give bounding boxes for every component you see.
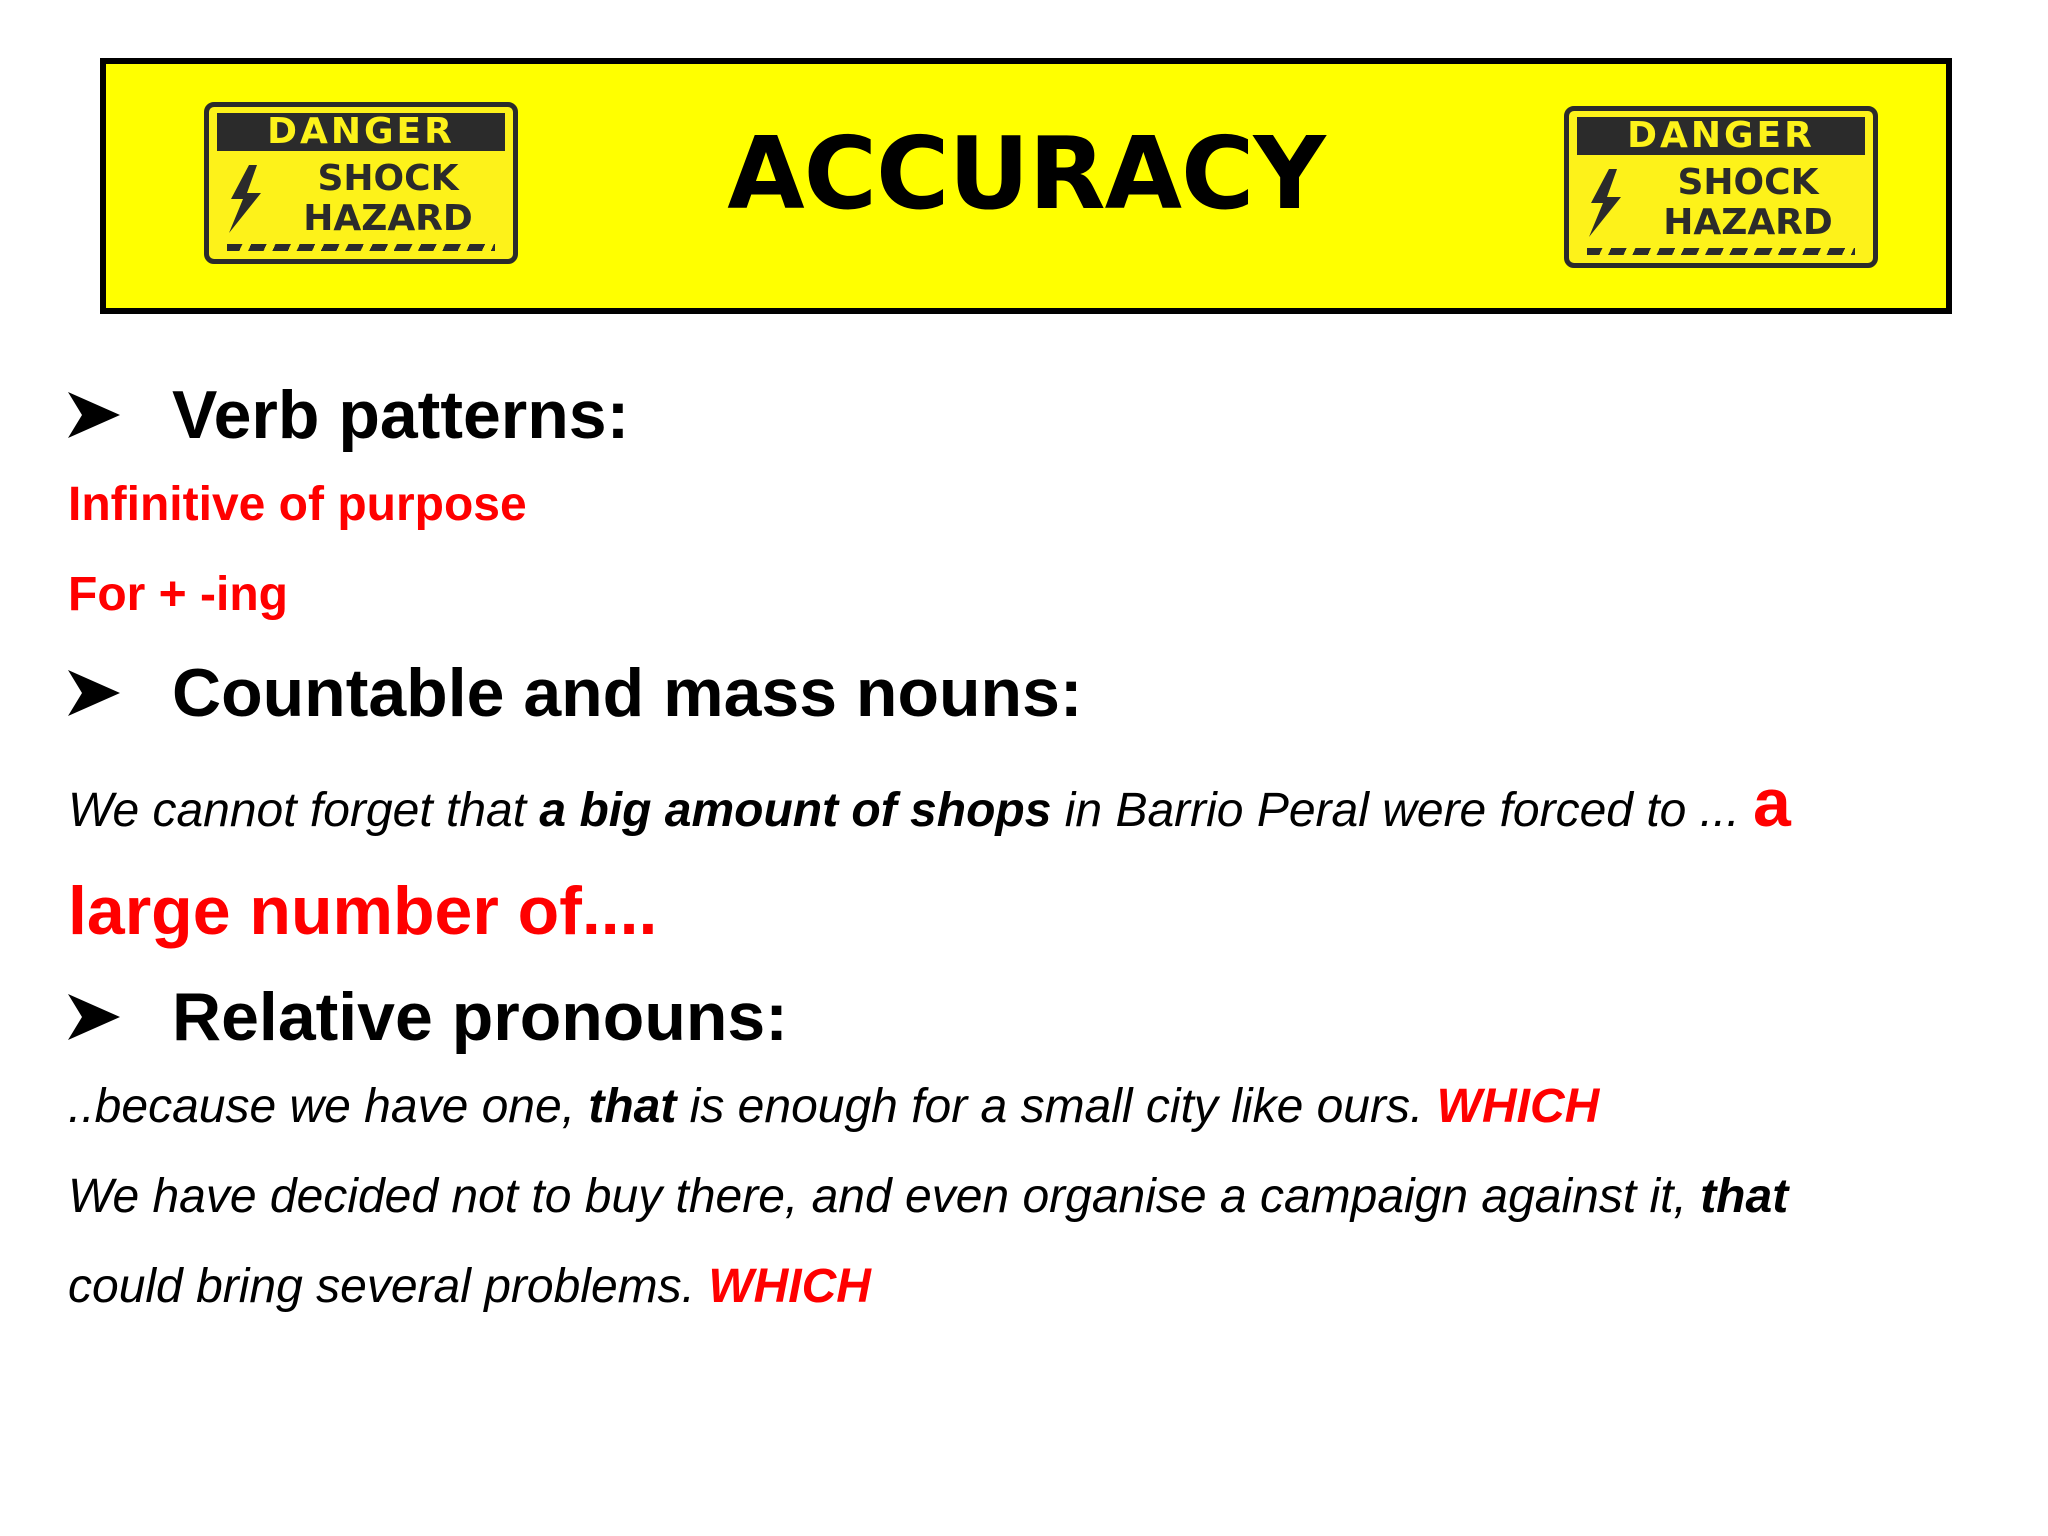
sign-stripes bbox=[1587, 248, 1855, 255]
verb-pattern-item: Infinitive of purpose bbox=[68, 478, 527, 531]
example-error: a big amount of shops bbox=[539, 784, 1052, 837]
sign-line-hazard: HAZARD bbox=[1663, 202, 1833, 243]
heading-text: Countable and mass nouns: bbox=[172, 655, 1083, 731]
danger-shock-hazard-sign-right bbox=[1564, 106, 1878, 268]
sign-danger-label: DANGER bbox=[1577, 117, 1865, 155]
sign-danger-label: DANGER bbox=[217, 113, 505, 151]
nouns-heading bbox=[68, 648, 1968, 738]
example-error: that bbox=[588, 1080, 677, 1133]
correction-text: large number of.... bbox=[68, 873, 658, 949]
example-text: We have decided not to buy there, and even organise a campaign against it, bbox=[68, 1170, 1701, 1223]
relative-example-1 bbox=[68, 1062, 1968, 1152]
example-error: that bbox=[1700, 1170, 1789, 1223]
example-text: in Barrio Peral were forced to ... bbox=[1051, 784, 1754, 837]
example-text: could bring several problems. bbox=[68, 1260, 709, 1313]
heading-text: Relative pronouns: bbox=[172, 979, 788, 1055]
relative-pronouns-heading bbox=[68, 972, 1968, 1062]
arrow-bullet-icon bbox=[68, 663, 172, 723]
sign-text bbox=[1633, 163, 1863, 243]
verb-pattern-item: For + -ing bbox=[68, 568, 288, 621]
relative-example-2 bbox=[68, 1152, 1968, 1242]
arrow-bullet-icon bbox=[68, 385, 172, 445]
nouns-example bbox=[68, 758, 1968, 856]
relative-example-2-cont bbox=[68, 1242, 1968, 1332]
sign-line-shock: SHOCK bbox=[1677, 162, 1819, 203]
sign-line-hazard: HAZARD bbox=[303, 198, 473, 239]
sign-stripes bbox=[227, 244, 495, 251]
example-text: ..because we have one, bbox=[68, 1080, 589, 1133]
sign-line-shock: SHOCK bbox=[317, 158, 459, 199]
verb-patterns-heading bbox=[68, 370, 1968, 460]
lightning-bolt-icon bbox=[1583, 169, 1627, 237]
heading-text: Verb patterns: bbox=[172, 377, 630, 453]
arrow-bullet-icon bbox=[68, 987, 172, 1047]
example-text: We cannot forget that bbox=[68, 784, 540, 837]
example-text: is enough for a small city like ours. bbox=[676, 1080, 1437, 1133]
title-banner bbox=[100, 58, 1952, 314]
correction-text: WHICH bbox=[1436, 1080, 1600, 1133]
page-title: ACCURACY bbox=[727, 115, 1325, 232]
slide-content bbox=[68, 370, 1968, 1332]
correction-text: WHICH bbox=[708, 1260, 871, 1313]
correction-text: a bbox=[1753, 765, 1791, 841]
